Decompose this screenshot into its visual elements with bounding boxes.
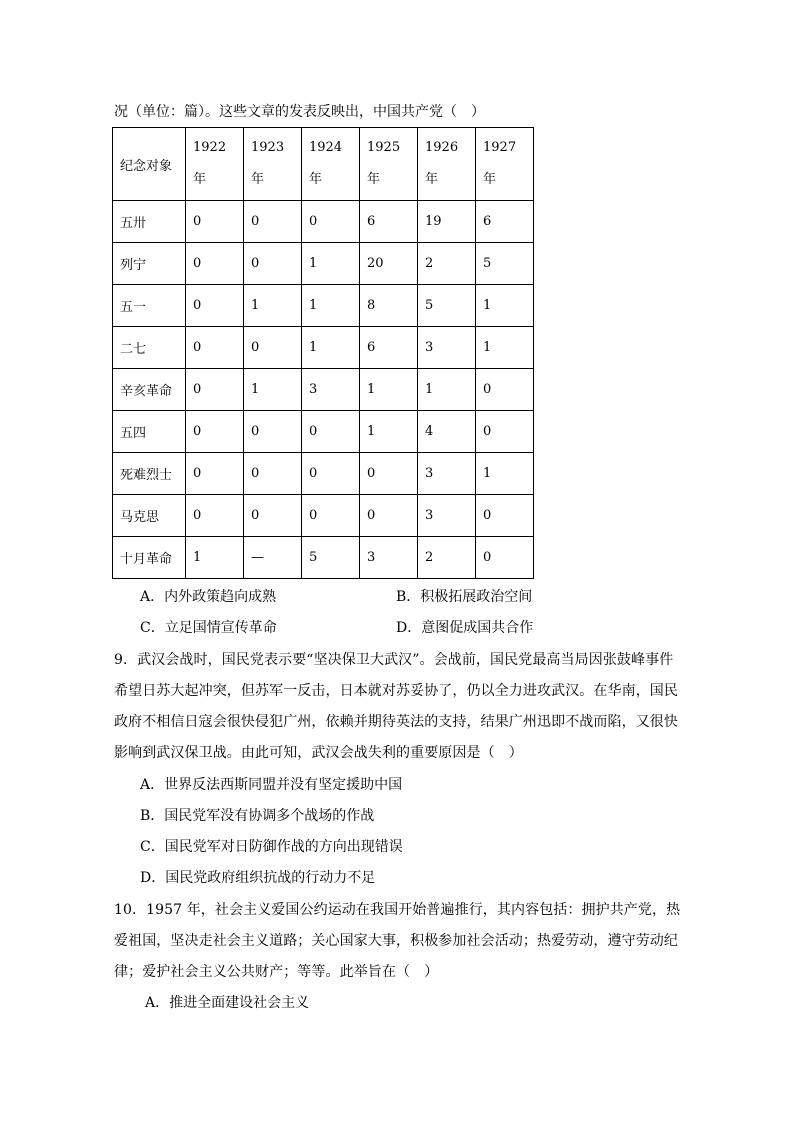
- table-cell: 0: [186, 243, 244, 285]
- table-cell: 1: [360, 369, 418, 411]
- table-cell: 0: [360, 453, 418, 495]
- row-label: 辛亥革命: [113, 369, 186, 411]
- table-cell: 0: [186, 327, 244, 369]
- header-year-cell: [360, 128, 418, 201]
- q8-option-c[interactable]: C．立足国情宣传革命: [140, 620, 277, 636]
- table-row: [113, 285, 534, 327]
- table-cell: 0: [244, 453, 302, 495]
- table-cell: 1: [476, 453, 534, 495]
- table-cell: 8: [360, 285, 418, 327]
- row-label: 十月革命: [113, 537, 186, 579]
- table-cell: 0: [186, 369, 244, 411]
- table-cell: 19: [418, 201, 476, 243]
- table-cell: 5: [418, 285, 476, 327]
- table-cell: 6: [360, 327, 418, 369]
- table-cell: 0: [186, 201, 244, 243]
- table-cell: 0: [476, 369, 534, 411]
- year-unit: 年: [367, 172, 381, 187]
- table-cell: 0: [186, 285, 244, 327]
- table-cell: 2: [418, 243, 476, 285]
- table-row: [113, 411, 534, 453]
- table-row: [113, 453, 534, 495]
- question-8-stem-tail: 况（单位：篇）。这些文章的发表反映出，中国共产党（ ）: [114, 104, 485, 120]
- table-cell: 6: [476, 201, 534, 243]
- row-label: 五卅: [113, 201, 186, 243]
- q10-stem-line: 10．1957 年，社会主义爱国公约运动在我国开始普遍推行，其内容包括：拥护共产党，热: [114, 902, 681, 918]
- table-cell: 5: [302, 537, 360, 579]
- table-cell: 0: [186, 411, 244, 453]
- q8-option-d[interactable]: D．意图促成国共合作: [396, 620, 534, 636]
- table-cell: 1: [186, 537, 244, 579]
- table-row: [113, 369, 534, 411]
- table-cell: 4: [418, 411, 476, 453]
- table-cell: 0: [360, 495, 418, 537]
- table-cell: 3: [418, 327, 476, 369]
- q9-stem-line: 政府不相信日寇会很快侵犯广州，依赖并期待英法的支持，结果广州迅即不战而陷，又很快: [114, 714, 678, 730]
- year-number: 1924: [309, 140, 343, 155]
- header-label: 纪念对象: [113, 128, 186, 201]
- q10-stem-line: 爱祖国，坚决走社会主义道路；关心国家大事，积极参加社会活动；热爱劳动，遵守劳动纪: [114, 933, 678, 949]
- table-cell: 0: [186, 495, 244, 537]
- year-number: 1923: [251, 140, 285, 155]
- header-year-cell: [476, 128, 534, 201]
- q9-stem-line: 希望日苏大起冲突，但苏军一反击，日本就对苏妥协了，仍以全力进攻武汉。在华南，国民: [114, 683, 678, 699]
- header-year-cell: [302, 128, 360, 201]
- table-cell: 0: [186, 453, 244, 495]
- table-header-row: [113, 128, 534, 201]
- header-year-cell: [244, 128, 302, 201]
- year-unit: 年: [193, 172, 207, 187]
- table-cell: 0: [244, 495, 302, 537]
- table-cell: 1: [244, 285, 302, 327]
- table-row: [113, 243, 534, 285]
- table-cell: 6: [360, 201, 418, 243]
- row-label: 二七: [113, 327, 186, 369]
- table-cell: 1: [302, 243, 360, 285]
- q9-stem-line: 9．武汉会战时，国民党表示要“坚决保卫大武汉”。会战前，国民党最高当局因张鼓峰事件: [114, 652, 674, 668]
- year-number: 1927: [483, 140, 517, 155]
- header-year-cell: [418, 128, 476, 201]
- table-cell: 0: [476, 411, 534, 453]
- table-cell: 3: [418, 495, 476, 537]
- year-unit: 年: [425, 172, 439, 187]
- q8-option-a[interactable]: A．内外政策趋向成熟: [140, 589, 277, 605]
- table-cell: 1: [418, 369, 476, 411]
- table-cell: 2: [418, 537, 476, 579]
- q8-option-b[interactable]: B．积极拓展政治空间: [396, 589, 533, 605]
- row-label: 死难烈士: [113, 453, 186, 495]
- year-unit: 年: [251, 172, 265, 187]
- row-label: 列宁: [113, 243, 186, 285]
- table-cell: 1: [476, 327, 534, 369]
- table-row: [113, 495, 534, 537]
- table-row: [113, 537, 534, 579]
- q10-stem-line: 律；爱护社会主义公共财产；等等。此举旨在（ ）: [114, 964, 439, 980]
- table-cell: 1: [476, 285, 534, 327]
- table-cell: 0: [302, 495, 360, 537]
- table-cell: 0: [302, 453, 360, 495]
- year-unit: 年: [483, 172, 497, 187]
- table-cell: 0: [476, 537, 534, 579]
- table-cell: —: [244, 537, 302, 579]
- q9-option-b[interactable]: B．国民党军没有协调多个战场的作战: [140, 808, 375, 824]
- table-cell: 20: [360, 243, 418, 285]
- row-label: 五一: [113, 285, 186, 327]
- table-cell: 0: [244, 411, 302, 453]
- table-cell: 0: [302, 411, 360, 453]
- table-cell: 0: [244, 201, 302, 243]
- table-row: [113, 327, 534, 369]
- table-cell: 1: [360, 411, 418, 453]
- q9-option-a[interactable]: A．世界反法西斯同盟并没有坚定援助中国: [140, 777, 403, 793]
- q9-stem-line: 影响到武汉保卫战。由此可知，武汉会战失利的重要原因是（ ）: [114, 745, 523, 761]
- row-label: 马克思: [113, 495, 186, 537]
- table-cell: 5: [476, 243, 534, 285]
- year-number: 1922: [193, 140, 227, 155]
- table-cell: 3: [418, 453, 476, 495]
- q10-option-a[interactable]: A．推进全面建设社会主义: [145, 995, 310, 1011]
- table-cell: 0: [244, 243, 302, 285]
- header-year-cell: [186, 128, 244, 201]
- q9-option-c[interactable]: C．国民党军对日防御作战的方向出现错误: [140, 839, 403, 855]
- table-cell: 3: [360, 537, 418, 579]
- row-label: 五四: [113, 411, 186, 453]
- year-number: 1925: [367, 140, 401, 155]
- year-unit: 年: [309, 172, 323, 187]
- q9-option-d[interactable]: D．国民党政府组织抗战的行动力不足: [140, 870, 376, 886]
- table-cell: 1: [302, 327, 360, 369]
- table-cell: 0: [244, 327, 302, 369]
- table-cell: 0: [476, 495, 534, 537]
- table-cell: 1: [302, 285, 360, 327]
- table-cell: 3: [302, 369, 360, 411]
- table-cell: 0: [302, 201, 360, 243]
- commemoration-table: [112, 127, 534, 579]
- table-row: [113, 201, 534, 243]
- year-number: 1926: [425, 140, 459, 155]
- table-cell: 1: [244, 369, 302, 411]
